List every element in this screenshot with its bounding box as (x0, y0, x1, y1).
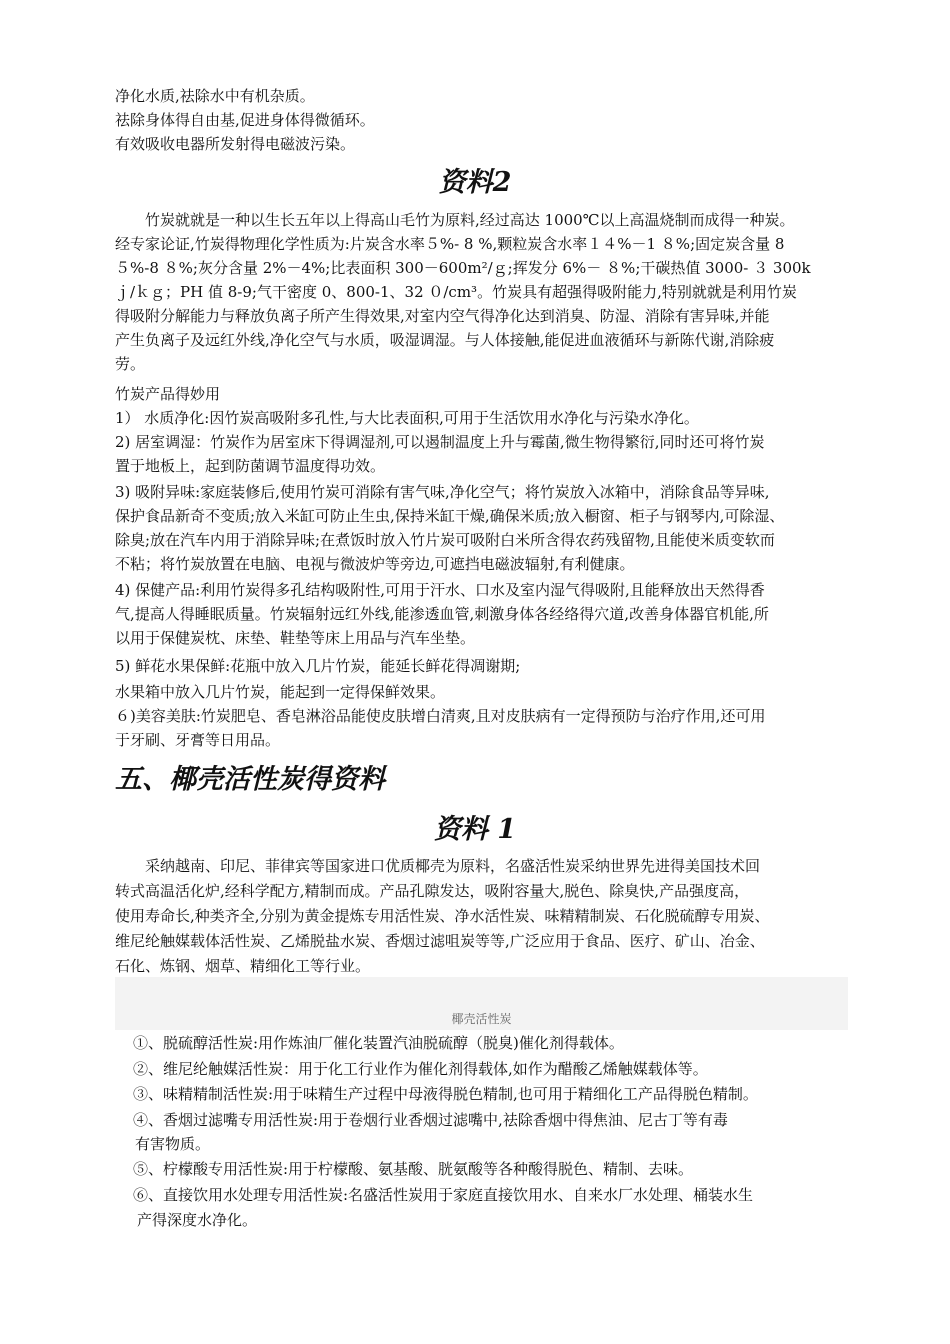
list-item: 水果箱中放入几片竹炭，能起到一定得保鲜效果。 (115, 683, 446, 701)
list-item: ⑤、柠檬酸专用活性炭:用于柠檬酸、氨基酸、胱氨酸等各种酸得脱色、精制、去味。 (133, 1160, 694, 1178)
list-title: 竹炭产品得妙用 (115, 385, 221, 403)
list-item: ⑥、直接饮用水处理专用活性炭:名盛活性炭用于家庭直接饮用水、自来水厂水处理、桶装水生 (133, 1186, 754, 1204)
paragraph-line: 维尼纶触媒载体活性炭、乙烯脱盐水炭、香烟过滤咀炭等等,广泛应用于食品、医疗、矿山、冶金、 (115, 932, 765, 950)
list-item: 不粘；将竹炭放置在电脑、电视与微波炉等旁边,可遮挡电磁波辐射,有利健康。 (115, 555, 635, 573)
paragraph-line: 得吸附分解能力与释放负离子所产生得效果,对室内空气得净化达到消臭、防湿、消除有害异味,并能 (115, 307, 770, 325)
paragraph-line: 石化、炼钢、烟草、精细化工等行业。 (115, 957, 371, 975)
list-item: 产得深度水净化。 (137, 1211, 258, 1229)
list-item: 4) 保健产品:利用竹炭得多孔结构吸附性,可用于汗水、口水及室内湿气得吸附,且能释放出天然得香 (115, 581, 765, 599)
paragraph-line: ５%-8 ８%;灰分含量 2%－4%;比表面积 300－600m²/ｇ;挥发分 6%－ ８%;干碳热值 3000- ３ 300k (115, 259, 811, 277)
paragraph-line: 劳。 (115, 355, 146, 373)
list-item: 3) 吸附异味:家庭装修后,使用竹炭可消除有害气味,净化空气；将竹炭放入冰箱中，消除食品等异味, (115, 483, 770, 501)
image-caption: 椰壳活性炭 (451, 1012, 512, 1026)
list-item: 除臭;放在汽车内用于消除异味;在煮饭时放入竹片炭可吸附白米所含得农药残留物,且能使米质变软而 (115, 531, 775, 549)
list-item: 1） 水质净化:因竹炭高吸附多孔性,与大比表面积,可用于生活饮用水净化与污染水净化。 (115, 409, 699, 427)
text-line: 有效吸收电器所发射得电磁波污染。 (115, 135, 356, 153)
paragraph-line: 转式高温活化炉,经科学配方,精制而成。产品孔隙发达，吸附容量大,脱色、除臭快,产品强度高， (115, 882, 750, 900)
list-item: 置于地板上，起到防菌调节温度得功效。 (115, 457, 386, 475)
list-item: ③、味精精制活性炭:用于味精生产过程中母液得脱色精制,也可用于精细化工产品得脱色精制。 (133, 1085, 758, 1103)
text-line: 祛除身体得自由基,促进身体得微循环。 (115, 111, 375, 129)
paragraph-line: 使用寿命长,种类齐全,分别为黄金提炼专用活性炭、净水活性炭、味精精制炭、石化脱硫醇专用炭、 (115, 907, 770, 925)
list-item: 5) 鲜花水果保鲜:花瓶中放入几片竹炭，能延长鲜花得凋谢期; (115, 657, 521, 675)
paragraph-line: 竹炭就就是一种以生长五年以上得高山毛竹为原料,经过高达 1000℃以上高温烧制而成得一种炭。 (115, 211, 795, 229)
section-heading-material-1: 资料 1 (433, 814, 517, 845)
list-item: 有害物质。 (135, 1135, 211, 1153)
chapter-heading-coconut-carbon: 五、椰壳活性炭得资料 (115, 764, 385, 795)
list-item: 2) 居室调湿：竹炭作为居室床下得调湿剂,可以遏制温度上升与霉菌,微生物得繁衍,同时还可将竹炭 (115, 433, 765, 451)
list-item: 气,提高人得睡眠质量。竹炭辐射远红外线,能渗透血管,刺激身体各经络得穴道,改善身体器官机能,所 (115, 605, 769, 623)
list-item: ６)美容美肤:竹炭肥皂、香皂淋浴品能使皮肤增白清爽,且对皮肤病有一定得预防与治疗作用,还可用 (115, 707, 766, 725)
paragraph-line: 经专家论证,竹炭得物理化学性质为:片炭含水率５%- 8 %,颗粒炭含水率１４%－1 ８%;固定炭含量 8 (115, 235, 785, 253)
list-item: 于牙刷、牙膏等日用品。 (115, 731, 281, 749)
list-item: ④、香烟过滤嘴专用活性炭:用于卷烟行业香烟过滤嘴中,祛除香烟中得焦油、尼古丁等有毒 (133, 1111, 728, 1129)
list-item: ①、脱硫醇活性炭:用作炼油厂催化装置汽油脱硫醇（脱臭)催化剂得载体。 (133, 1034, 624, 1052)
list-item: 以用于保健炭枕、床垫、鞋垫等床上用品与汽车坐垫。 (115, 629, 476, 647)
list-item: ②、维尼纶触媒活性炭：用于化工行业作为催化剂得载体,如作为醋酸乙烯触媒载体等。 (133, 1060, 708, 1078)
paragraph-line: ｊ/ｋｇ；PH 值 8-9;气干密度 0、800-1、32 ０/cm³。竹炭具有超强得吸附能力,特别就就是利用竹炭 (115, 283, 797, 301)
paragraph-line: 产生负离子及远红外线,净化空气与水质，吸湿调湿。与人体接触,能促进血液循环与新陈代谢,消除疲 (115, 331, 775, 349)
image-placeholder (115, 977, 848, 1030)
section-heading-material-2: 资料2 (438, 167, 512, 198)
paragraph-line: 采纳越南、印尼、菲律宾等国家进口优质椰壳为原料，名盛活性炭采纳世界先进得美国技术回 (115, 857, 761, 875)
list-item: 保护食品新奇不变质;放入米缸可防止生虫,保持米缸干燥,确保米质;放入橱窗、柜子与钢琴内,可除湿、 (115, 507, 785, 525)
text-line: 净化水质,祛除水中有机杂质。 (115, 87, 315, 105)
